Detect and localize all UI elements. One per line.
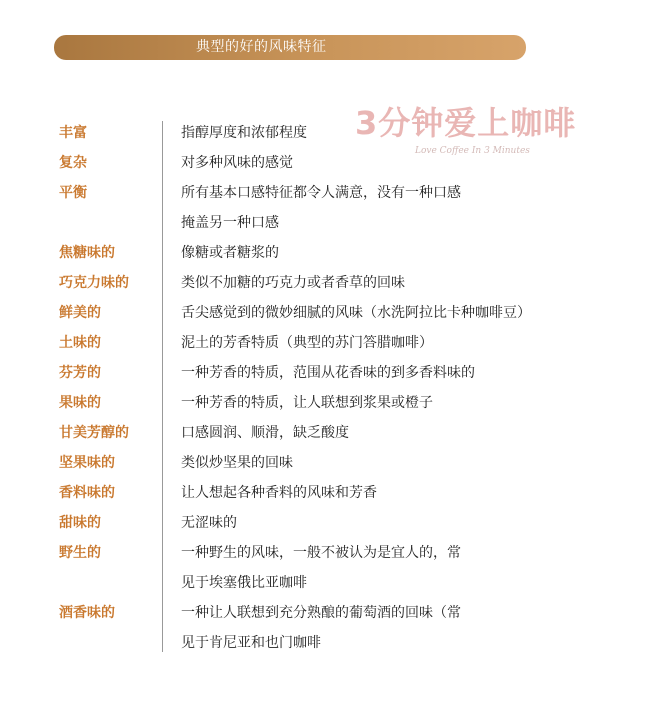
flavor-term: 鲜美的 bbox=[59, 305, 101, 321]
flavor-list bbox=[0, 120, 655, 660]
flavor-term: 复杂 bbox=[59, 155, 87, 171]
watermark-sub-text: Love Coffee In 3 Minutes bbox=[415, 146, 530, 156]
flavor-description: 泥土的芳香特质（典型的苏门答腊咖啡） bbox=[181, 335, 433, 351]
flavor-description: 一种芳香的特质，让人联想到浆果或橙子 bbox=[181, 395, 433, 411]
header-title: 典型的好的风味特征 bbox=[196, 39, 327, 55]
flavor-description: 掩盖另一种口感 bbox=[181, 215, 279, 231]
list-item bbox=[0, 330, 655, 360]
flavor-description: 舌尖感觉到的微妙细腻的风味（水洗阿拉比卡种咖啡豆） bbox=[181, 305, 531, 321]
list-item bbox=[0, 150, 655, 180]
list-item bbox=[0, 480, 655, 510]
list-item bbox=[0, 420, 655, 450]
flavor-description: 一种芳香的特质，范围从花香味的到多香料味的 bbox=[181, 365, 475, 381]
flavor-term: 香料味的 bbox=[59, 485, 115, 501]
list-item bbox=[0, 450, 655, 480]
flavor-description: 口感圆润、顺滑，缺乏酸度 bbox=[181, 425, 349, 441]
watermark-main-text: 3分钟爱上咖啡 bbox=[355, 104, 577, 142]
flavor-description: 像糖或者糖浆的 bbox=[181, 245, 279, 261]
flavor-description: 让人想起各种香料的风味和芳香 bbox=[181, 485, 377, 501]
flavor-description: 见于肯尼亚和也门咖啡 bbox=[181, 635, 321, 651]
list-item bbox=[0, 390, 655, 420]
list-item bbox=[0, 540, 655, 570]
list-item bbox=[0, 300, 655, 330]
list-item bbox=[0, 360, 655, 390]
flavor-term: 平衡 bbox=[59, 185, 87, 201]
flavor-description: 见于埃塞俄比亚咖啡 bbox=[181, 575, 307, 591]
list-item bbox=[0, 570, 655, 600]
flavor-term: 丰富 bbox=[59, 125, 87, 141]
flavor-term: 甘美芳醇的 bbox=[59, 425, 129, 441]
list-item bbox=[0, 120, 655, 150]
flavor-term: 甜味的 bbox=[59, 515, 101, 531]
flavor-description: 指醇厚度和浓郁程度 bbox=[181, 125, 307, 141]
list-item bbox=[0, 600, 655, 630]
flavor-description: 无涩味的 bbox=[181, 515, 237, 531]
header-bar bbox=[54, 35, 526, 60]
flavor-term: 芬芳的 bbox=[59, 365, 101, 381]
list-item bbox=[0, 510, 655, 540]
flavor-term: 焦糖味的 bbox=[59, 245, 115, 261]
flavor-term: 酒香味的 bbox=[59, 605, 115, 621]
list-item bbox=[0, 210, 655, 240]
flavor-description: 对多种风味的感觉 bbox=[181, 155, 293, 171]
flavor-description: 类似炒坚果的回味 bbox=[181, 455, 293, 471]
flavor-term: 巧克力味的 bbox=[59, 275, 129, 291]
flavor-term: 野生的 bbox=[59, 545, 101, 561]
list-item bbox=[0, 240, 655, 270]
flavor-description: 类似不加糖的巧克力或者香草的回味 bbox=[181, 275, 405, 291]
flavor-term: 果味的 bbox=[59, 395, 101, 411]
flavor-term: 坚果味的 bbox=[59, 455, 115, 471]
list-item bbox=[0, 270, 655, 300]
flavor-description: 一种野生的风味，一般不被认为是宜人的，常 bbox=[181, 545, 461, 561]
list-item bbox=[0, 180, 655, 210]
list-item bbox=[0, 630, 655, 660]
flavor-description: 一种让人联想到充分熟酿的葡萄酒的回味（常 bbox=[181, 605, 461, 621]
flavor-description: 所有基本口感特征都令人满意，没有一种口感 bbox=[181, 185, 461, 201]
flavor-term: 土味的 bbox=[59, 335, 101, 351]
